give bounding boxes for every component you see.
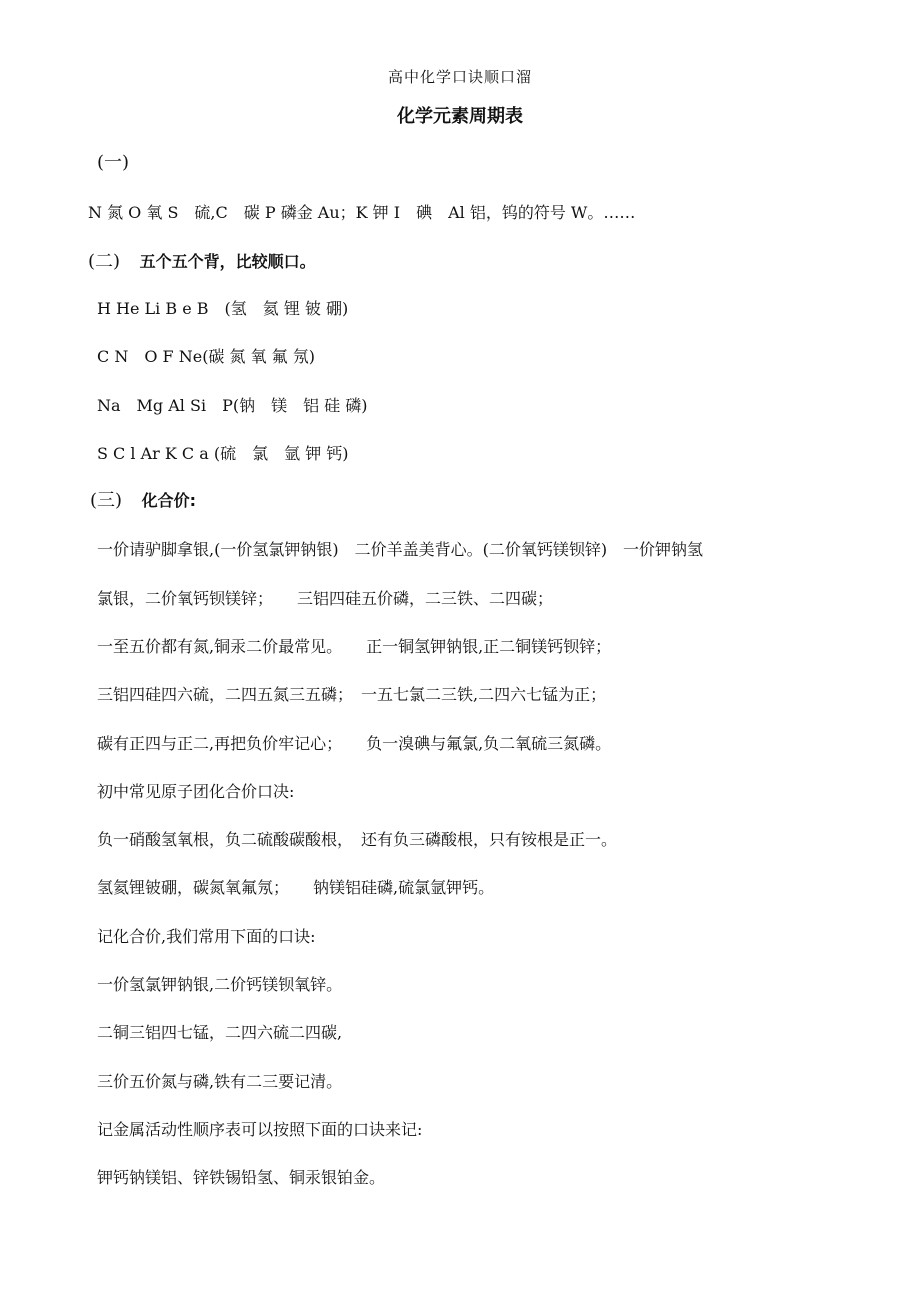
section-2-heading bbox=[88, 251, 316, 273]
document-title: 化学元素周期表 bbox=[397, 106, 523, 127]
section-1-line: N 氮 O 氧 S 硫,C 碳 P 磷金 Au；K 钾 I 碘 Al 铝，钨的符号 W。…… bbox=[88, 203, 636, 222]
section-3-line-2: 氯银，二价氧钙钡镁锌； 三铝四硅五价磷，二三铁、二四碳； bbox=[97, 589, 554, 608]
section-3-line-6: 初中常见原子团化合价口决: bbox=[97, 782, 295, 801]
section-3-line-1: 一价请驴脚拿银,(一价氢氯钾钠银) 二价羊盖美背心。(二价氧钙镁钡锌) 一价钾钠氢 bbox=[97, 540, 704, 559]
section-3-line-12: 三价五价氮与磷,铁有二三要记清。 bbox=[97, 1072, 343, 1091]
section-2-line-2: C N O F Ne(碳 氮 氧 氟 氖) bbox=[97, 347, 316, 366]
section-3-line-10: 一价氢氯钾钠银,二价钙镁钡氧锌。 bbox=[97, 975, 343, 994]
section-3-title: 化合价: bbox=[141, 491, 197, 510]
section-1-heading bbox=[97, 152, 129, 174]
section-3-line-3: 一至五价都有氮,铜汞二价最常见。 正一铜氢钾钠银,正二铜镁钙钡锌； bbox=[97, 637, 612, 656]
section-3-line-4: 三铝四硅四六硫，二四五氮三五磷； 一五七氯二三铁,二四六七锰为正； bbox=[97, 685, 607, 704]
page-header: 高中化学口诀顺口溜 bbox=[387, 68, 532, 86]
section-3-line-14: 钾钙钠镁铝、锌铁锡铅氢、铜汞银铂金。 bbox=[97, 1168, 386, 1187]
section-3-line-8: 氢氦锂铍硼，碳氮氧氟氖； 钠镁铝硅磷,硫氯氩钾钙。 bbox=[97, 878, 495, 897]
section-1-label: (一) bbox=[97, 152, 130, 173]
section-2-line-4: S C l Ar K C a (硫 氯 氩 钾 钙) bbox=[97, 444, 349, 463]
section-2-line-1: H He Li B e B (氢 氦 锂 铍 硼) bbox=[97, 299, 349, 318]
section-3-line-7: 负一硝酸氢氧根，负二硫酸碳酸根， 还有负三磷酸根，只有铵根是正一。 bbox=[97, 830, 618, 849]
section-3-line-11: 二铜三铝四七锰，二四六硫二四碳, bbox=[97, 1023, 343, 1042]
section-3-label: (三) bbox=[90, 490, 123, 511]
section-2-label: (二) bbox=[88, 251, 121, 272]
section-3-heading bbox=[90, 490, 196, 512]
section-3-line-13: 记金属活动性顺序表可以按照下面的口诀来记: bbox=[97, 1120, 423, 1139]
section-3-line-9: 记化合价,我们常用下面的口诀: bbox=[97, 927, 316, 946]
section-3-line-5: 碳有正四与正二,再把负价牢记心； 负一溴碘与氟氯,负二氧硫三氮磷。 bbox=[97, 734, 612, 753]
section-2-title: 五个五个背，比较顺口。 bbox=[139, 252, 316, 271]
section-2-line-3: Na Mg Al Si P(钠 镁 铝 硅 磷) bbox=[97, 396, 368, 415]
